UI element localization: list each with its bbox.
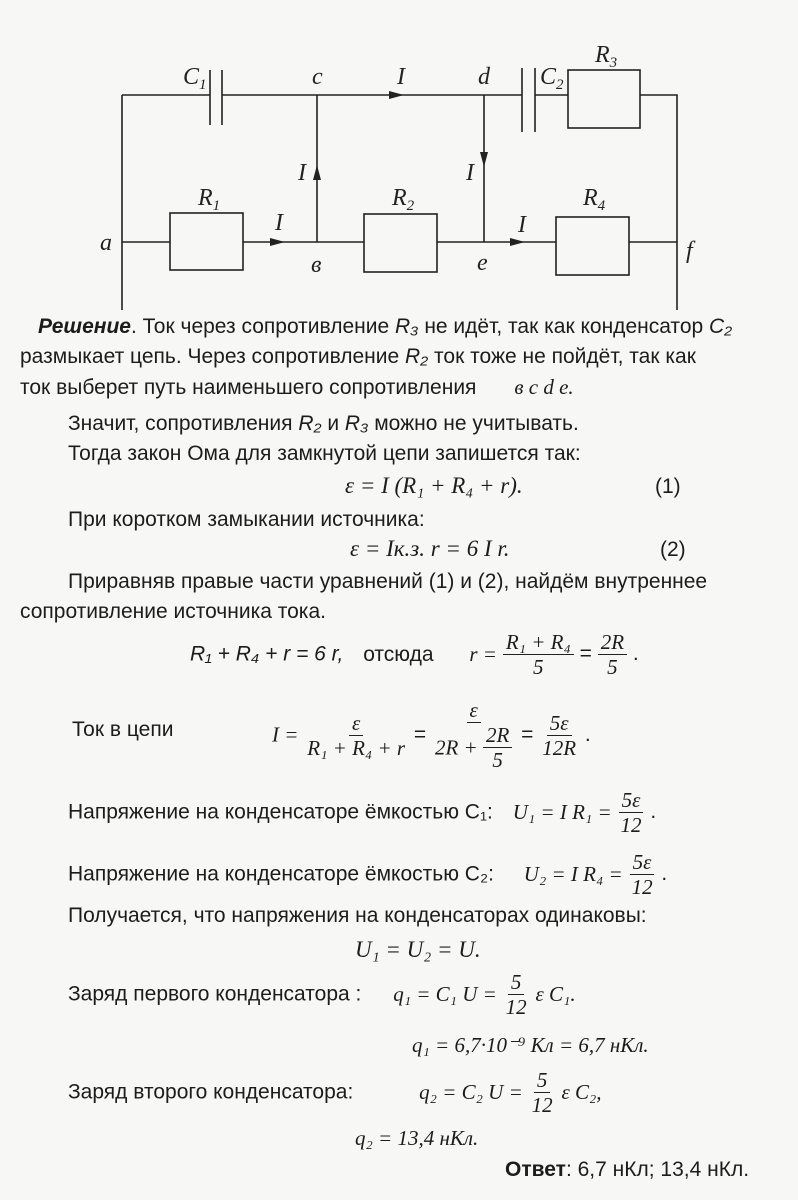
text: можно не учитывать. xyxy=(368,412,579,435)
circuit-diagram xyxy=(0,0,798,310)
eq-part: r = xyxy=(469,642,497,667)
svg-text:I: I xyxy=(397,64,405,90)
current-arrows xyxy=(205,91,525,310)
svg-text:в: в xyxy=(311,252,322,278)
paragraph: Тогда закон Ома для замкнутой цепи запишется так: xyxy=(68,442,581,465)
equation-number: (2) xyxy=(660,538,686,561)
text: ток тоже не пойдёт, так как xyxy=(428,345,696,368)
fraction: $\frac{\varepsilon}{\text{R₁ + R₄ + r}}$ xyxy=(307,710,406,760)
equation-1: ε = I (R₁ + R₄ + r). xyxy=(345,473,523,498)
svg-text:c: c xyxy=(312,64,323,90)
equation-row: Напряжение на конденсаторе ёмкостью C₂: U₂ = I R₄ = $\frac{5\varepsilon}{12}$ . xyxy=(68,850,668,900)
equation-9: q₁ = 6,7·10⁻⁹ Кл = 6,7 нКл. xyxy=(412,1033,649,1057)
svg-text:C2: $C_2$ xyxy=(540,64,564,93)
symbol: C₂ xyxy=(709,315,733,338)
equation-row: Заряд первого конденсатора : q₁ = C₁ U = $\frac{5}{12}$ ε C₁. xyxy=(68,970,576,1020)
fraction: $\frac{5\varepsilon}{12}$ xyxy=(620,788,642,838)
svg-text:I: I xyxy=(275,210,283,236)
equation-7: U₁ = U₂ = U. xyxy=(355,937,481,962)
answer: Ответ: 6,7 нКл; 13,4 нКл. xyxy=(505,1158,750,1181)
svg-text:a: a xyxy=(100,230,112,256)
fraction: $\frac{5}{12}$ xyxy=(531,1068,553,1118)
fraction: $\frac{\text{R₁ + R₄}}{5}$ xyxy=(503,630,574,679)
path-label: в c d e. xyxy=(514,375,574,399)
equation-11: q₂ = 13,4 нКл. xyxy=(355,1126,479,1150)
symbol: R₃ xyxy=(344,412,369,435)
equation-row: Заряд второго конденсатора: q₂ = C₂ U = $\frac{5}{12}$ ε C₂, xyxy=(68,1068,602,1118)
svg-text:R3: $R_3$ xyxy=(595,42,618,71)
fraction: $\frac{2R}{5}$ xyxy=(598,630,627,679)
svg-text:R2: $R_2$ xyxy=(392,185,415,214)
equation-2: ε = Iк.з. r = 6 I r. xyxy=(350,536,510,561)
paragraph: Приравняв правые части уравнений (1) и (2), найдём внутреннее xyxy=(68,570,708,593)
paragraph xyxy=(38,315,732,339)
symbol: R₂ xyxy=(405,345,429,368)
svg-text:e: e xyxy=(477,250,488,276)
paragraph xyxy=(68,412,579,436)
svg-text:R1: $R_1$ xyxy=(198,185,221,214)
svg-text:R4: $R_4$ xyxy=(583,185,606,214)
paragraph xyxy=(20,375,574,400)
svg-text:I: I xyxy=(518,212,526,238)
paragraph: Ток в цепи xyxy=(72,718,174,741)
paragraph: При коротком замыкании источника: xyxy=(68,508,425,531)
symbol: R₂ xyxy=(298,412,322,435)
symbol: R₃ xyxy=(394,315,419,338)
paragraph: сопротивление источника тока. xyxy=(20,600,326,623)
text: и xyxy=(321,412,345,435)
svg-text:C1: $C_1$ xyxy=(183,64,207,93)
svg-text:I: I xyxy=(298,160,306,186)
svg-text:I: I xyxy=(466,160,474,186)
resistor-r4 xyxy=(556,217,629,275)
paragraph: Получается, что напряжения на конденсаторах одинаковы: xyxy=(68,904,647,927)
capacitor-c1 xyxy=(210,70,222,125)
capacitor-c2 xyxy=(522,68,535,132)
svg-text:f: f xyxy=(686,238,693,264)
text: Значит, сопротивления xyxy=(68,412,299,435)
equation-4: I = $\frac{\varepsilon}{\text{R₁ + R₄ + r}}$ = ε 2R + $\frac{2R}{5}$ = $\frac{5\varepsilon}{12R}$ . xyxy=(272,698,591,773)
equation-3: R₁ + R₄ + r = 6 r, отсюда r = $\frac{\text{R₁ + R₄}}{5}$ = $\frac{2R}{5}$ . xyxy=(190,630,639,680)
text: . Ток через сопротивление xyxy=(130,315,395,338)
fraction: $\frac{5\varepsilon}{12R}$ xyxy=(542,710,577,760)
fraction: ε 2R + $\frac{2R}{5}$ xyxy=(432,698,515,772)
text: ток выберет путь наименьшего сопротивления xyxy=(20,376,477,399)
eq-part: R₁ + R₄ + r = 6 r, xyxy=(190,642,344,666)
equation-row: Напряжение на конденсаторе ёмкостью C₁: U₁ = I R₁ = $\frac{5\varepsilon}{12}$ . xyxy=(68,788,657,838)
fraction: $\frac{5\varepsilon}{12}$ xyxy=(631,850,653,900)
solution-label: Решение xyxy=(38,315,131,338)
svg-text:d: d xyxy=(478,64,490,90)
eq-part: отсюда xyxy=(363,642,434,666)
equation-number: (1) xyxy=(655,475,681,498)
resistor-r1 xyxy=(170,213,243,270)
paragraph xyxy=(20,345,696,369)
resistor-r3 xyxy=(568,70,640,128)
resistor-r2 xyxy=(364,214,437,272)
text: не идёт, так как конденсатор xyxy=(418,315,710,338)
fraction: $\frac{5}{12}$ xyxy=(505,970,527,1020)
text: размыкает цепь. Через сопротивление xyxy=(20,345,406,368)
